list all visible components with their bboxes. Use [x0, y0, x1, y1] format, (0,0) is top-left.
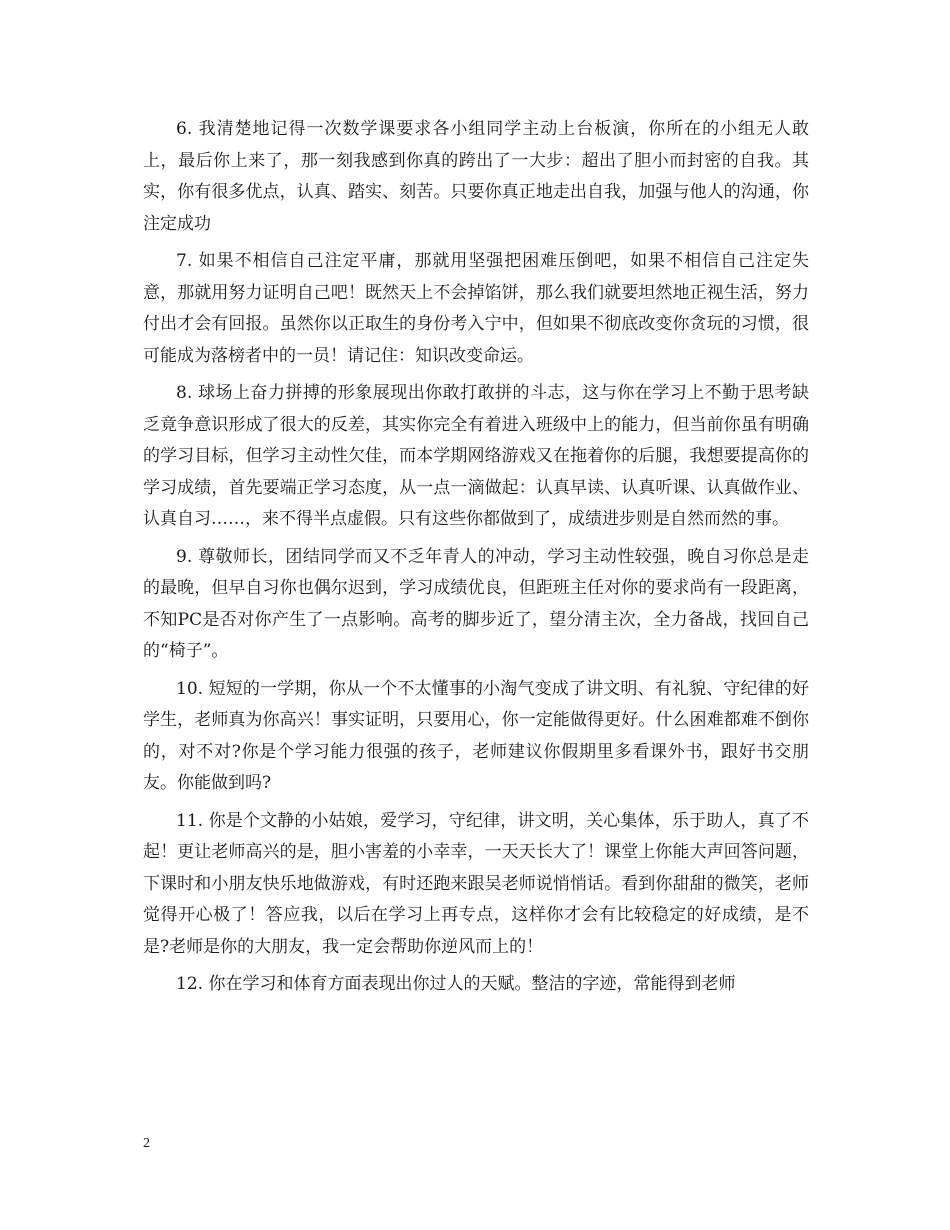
paragraph-8: 8. 球场上奋力拼搏的形象展现出你敢打敢拼的斗志，这与你在学习上不勤于思考缺乏竟争意识形成了很大的反差，其实你完全有着进入班级中上的能力，但当前你虽有明确的学习目标，但学习主动性欠佳，而本学期网络游戏又在拖着你的后腿，我想要提高你的学习成绩，首先要端正学习态度，从一点一滴做起：认真早读、认真听课、认真做作业、认真自习……，来不得半点虚假。只有这些你都做到了，成绩进步则是自然而然的事。	[143, 383, 809, 529]
paragraph-11: 11. 你是个文静的小姑娘，爱学习，守纪律，讲文明，关心集体，乐于助人，真了不起！更让老师高兴的是，胆小害羞的小幸幸，一天天长大了！课堂上你能大声回答问题，下课时和小朋友快乐地做游戏，有时还跑来跟吴老师说悄悄话。看到你甜甜的微笑，老师觉得开心极了！答应我，以后在学习上再专点，这样你才会有比较稳定的好成绩，是不是?老师是你的大朋友，我一定会帮助你逆风而上的！	[143, 810, 809, 957]
paragraph-9: 9. 尊敬师长，团结同学而又不乏年青人的冲动，学习主动性较强，晚自习你总是走的最晚，但早自习你也偶尔迟到，学习成绩优良，但距班主任对你的要求尚有一段距离，不知PC是否对你产生了一点影响。高考的脚步近了，望分清主次，全力备战，找回自己的“椅子”。	[143, 546, 809, 661]
paragraph-10: 10. 短短的一学期，你从一个不太懂事的小淘气变成了讲文明、有礼貌、守纪律的好学生，老师真为你高兴！事实证明，只要用心，你一定能做得更好。什么困难都难不倒你的，对不对?你是个学习能力很强的孩子，老师建议你假期里多看课外书，跟好书交朋友。你能做到吗?	[143, 678, 809, 793]
paragraph-7: 7. 如果不相信自己注定平庸，那就用坚强把困难压倒吧，如果不相信自己注定失意，那就用努力证明自己吧！既然天上不会掉馅饼，那么我们就要坦然地正视生活，努力付出才会有回报。虽然你以正取生的身份考入宁中，但如果不彻底改变你贪玩的习惯，很可能成为落榜者中的一员！请记住：知识改变命运。	[143, 251, 809, 366]
document-body	[143, 114, 809, 1007]
paragraph-6: 6. 我清楚地记得一次数学课要求各小组同学主动上台板演，你所在的小组无人敢上，最后你上来了，那一刻我感到你真的跨出了一大步：超出了胆小而封密的自我。其实，你有很多优点，认真、踏实、刻苦。只要你真正地走出自我，加强与他人的沟通，你注定成功	[143, 119, 809, 234]
paragraph-12: 12. 你在学习和体育方面表现出你过人的天赋。整洁的字迹，常能得到老师	[176, 974, 736, 994]
page-number: 2	[143, 1136, 150, 1151]
